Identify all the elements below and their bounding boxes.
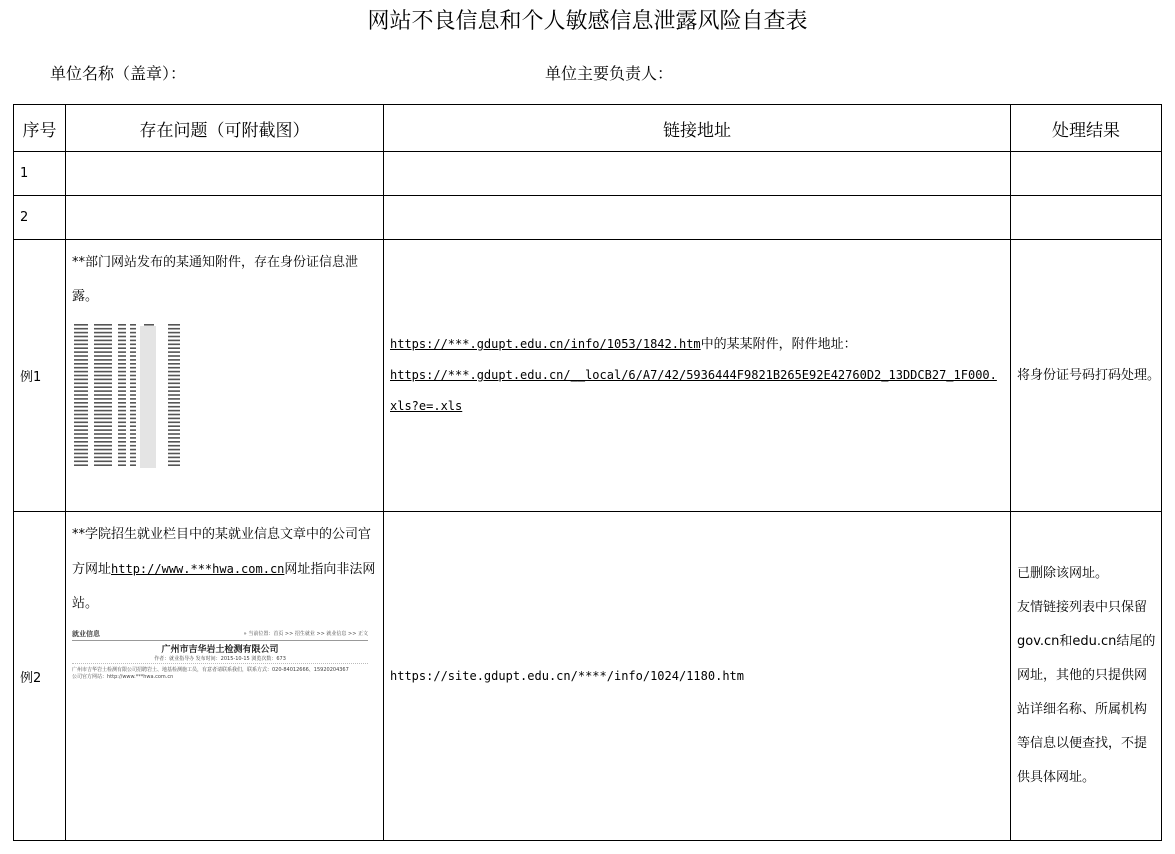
- sheet-cell-mark: [94, 375, 112, 377]
- sheet-cell-mark: [168, 437, 180, 439]
- sheet-cell-mark: [130, 336, 136, 338]
- sheet-cell-mark: [94, 461, 112, 463]
- sheet-cell-mark: [168, 398, 180, 400]
- sheet-cell-mark: [74, 433, 88, 435]
- sheet-cell-mark: [168, 359, 180, 361]
- sheet-cell-mark: [94, 457, 112, 459]
- shot-site: 公司官方网站：http://www.***hwa.com.cn: [72, 674, 174, 680]
- sheet-cell-mark: [130, 379, 136, 381]
- sheet-cell-mark: [118, 418, 126, 420]
- sheet-cell-mark: [168, 464, 180, 466]
- sheet-cell-mark: [74, 437, 88, 439]
- sheet-cell-mark: [94, 383, 112, 385]
- sheet-cell-mark: [118, 433, 126, 435]
- shot-info: 作者：就业指导办 发布时间：2015-10-15 浏览次数：673: [72, 656, 368, 664]
- sheet-cell-mark: [118, 367, 126, 369]
- sheet-cell-mark: [168, 355, 180, 357]
- sheet-cell-mark: [118, 371, 126, 373]
- sheet-cell-mark: [94, 422, 112, 424]
- sheet-cell-mark: [130, 375, 136, 377]
- result-text: 将身份证号码打码处理。: [1017, 367, 1161, 383]
- sheet-cell-mark: [130, 383, 136, 385]
- sheet-cell-mark: [94, 429, 112, 431]
- sheet-cell-mark: [118, 398, 126, 400]
- sheet-cell-mark: [74, 425, 88, 427]
- column-header-link: 链接地址: [384, 105, 1011, 152]
- sheet-cell-mark: [168, 390, 180, 392]
- table-header-row: [14, 105, 1162, 152]
- sheet-cell-mark: [168, 441, 180, 443]
- job-info-screenshot: [72, 631, 368, 681]
- sheet-cell-mark: [130, 453, 136, 455]
- sheet-cell-mark: [74, 394, 88, 396]
- page-title: 网站不良信息和个人敏感信息泄露风险自查表: [367, 9, 808, 34]
- sheet-cell-mark: [74, 359, 88, 361]
- sheet-cell-mark: [118, 449, 126, 451]
- redaction-blur: [140, 326, 156, 468]
- sheet-cell-mark: [118, 437, 126, 439]
- sheet-cell-mark: [130, 437, 136, 439]
- sheet-cell-mark: [74, 453, 88, 455]
- sheet-cell-mark: [168, 351, 180, 353]
- shot-body: 广州市吉华岩土检测有限公司招聘岩土、地基检测施工员，有意者请联系我们，联系方式：020-84012666、15920204367: [72, 667, 349, 673]
- sheet-cell-mark: [118, 406, 126, 408]
- sheet-cell-mark: [94, 394, 112, 396]
- sheet-cell-mark: [74, 441, 88, 443]
- sheet-cell-mark: [74, 375, 88, 377]
- sheet-cell-mark: [130, 347, 136, 349]
- sheet-cell-mark: [74, 457, 88, 459]
- sheet-cell-mark: [74, 422, 88, 424]
- sheet-cell-mark: [130, 351, 136, 353]
- table-row-example-1: [14, 240, 1162, 512]
- sheet-cell-mark: [168, 371, 180, 373]
- result-line: 友情链接列表中只保留: [1017, 600, 1148, 615]
- sheet-cell-mark: [74, 414, 88, 416]
- result-cell: [1011, 152, 1162, 196]
- sheet-cell-mark: [118, 441, 126, 443]
- sheet-cell-mark: [74, 371, 88, 373]
- link-cell: [384, 152, 1011, 196]
- sheet-cell-mark: [130, 457, 136, 459]
- sheet-cell-mark: [130, 433, 136, 435]
- attachment-link[interactable]: https://***.gdupt.edu.cn/__local/6/A7/42/5936444F9821B265E92E42760D2_13DDCB27_1F000.xls?e=.xls: [390, 368, 997, 413]
- result-cell: [1011, 512, 1162, 841]
- sheet-cell-mark: [74, 386, 88, 388]
- column-header-no: 序号: [14, 105, 66, 152]
- sheet-cell-mark: [168, 336, 180, 338]
- sheet-cell-mark: [130, 406, 136, 408]
- sheet-cell-mark: [168, 324, 180, 326]
- sheet-cell-mark: [74, 402, 88, 404]
- link-cell: [384, 196, 1011, 240]
- sheet-cell-mark: [168, 347, 180, 349]
- sheet-cell-mark: [94, 347, 112, 349]
- sheet-cell-mark: [130, 418, 136, 420]
- result-cell: [1011, 196, 1162, 240]
- sheet-cell-mark: [118, 445, 126, 447]
- sheet-cell-mark: [130, 394, 136, 396]
- sheet-cell-mark: [74, 347, 88, 349]
- sheet-cell-mark: [94, 437, 112, 439]
- sheet-cell-mark: [94, 418, 112, 420]
- sheet-cell-mark: [94, 336, 112, 338]
- sheet-cell-mark: [94, 355, 112, 357]
- sheet-cell-mark: [94, 410, 112, 412]
- sheet-cell-mark: [74, 445, 88, 447]
- sheet-cell-mark: [74, 410, 88, 412]
- sheet-cell-mark: [130, 386, 136, 388]
- sheet-cell-mark: [168, 332, 180, 334]
- row-number: 例2: [14, 512, 66, 841]
- sheet-cell-mark: [118, 453, 126, 455]
- sheet-cell-mark: [168, 379, 180, 381]
- problem-cell: [66, 196, 384, 240]
- sheet-cell-mark: [94, 464, 112, 466]
- result-line: 等信息以便查找，不提: [1017, 736, 1148, 751]
- sheet-cell-mark: [94, 332, 112, 334]
- sheet-cell-mark: [74, 324, 88, 326]
- sheet-cell-mark: [130, 414, 136, 416]
- result-line: gov.cn和edu.cn结尾的: [1017, 634, 1156, 649]
- problem-text: **部门网站发布的某通知附件，存在身份证信息泄露。: [72, 255, 359, 304]
- sheet-cell-mark: [168, 414, 180, 416]
- sheet-cell-mark: [118, 324, 126, 326]
- sheet-cell-mark: [94, 402, 112, 404]
- sheet-cell-mark: [74, 383, 88, 385]
- sheet-cell-mark: [168, 344, 180, 346]
- company-url-link[interactable]: http://www.***hwa.com.cn: [111, 562, 285, 576]
- sheet-cell-mark: [94, 340, 112, 342]
- sheet-cell-mark: [118, 332, 126, 334]
- sheet-cell-mark: [130, 441, 136, 443]
- spreadsheet-rows: [74, 324, 180, 466]
- sheet-cell-mark: [130, 461, 136, 463]
- sheet-cell-mark: [74, 464, 88, 466]
- sheet-cell-mark: [94, 371, 112, 373]
- sheet-cell-mark: [94, 433, 112, 435]
- sheet-cell-mark: [118, 402, 126, 404]
- sheet-cell-mark: [94, 344, 112, 346]
- sheet-cell-mark: [168, 328, 180, 330]
- result-line: 站详细名称、所属机构: [1017, 702, 1148, 717]
- problem-cell: [66, 512, 384, 841]
- table-row-example-2: [14, 512, 1162, 841]
- sheet-cell-mark: [94, 379, 112, 381]
- sheet-cell-mark: [168, 457, 180, 459]
- table-row: [14, 196, 1162, 240]
- sheet-cell-mark: [94, 390, 112, 392]
- sheet-cell-mark: [130, 328, 136, 330]
- sheet-cell-mark: [168, 422, 180, 424]
- self-check-table: [13, 104, 1162, 841]
- sheet-cell-mark: [130, 449, 136, 451]
- sheet-cell-mark: [94, 328, 112, 330]
- sheet-cell-mark: [130, 402, 136, 404]
- sheet-cell-mark: [118, 375, 126, 377]
- shot-company: 广州市吉华岩土检测有限公司: [161, 645, 279, 655]
- sheet-cell-mark: [130, 367, 136, 369]
- result-cell: [1011, 240, 1162, 512]
- sheet-cell-mark: [118, 355, 126, 357]
- sheet-cell-mark: [130, 464, 136, 466]
- column-header-result: 处理结果: [1011, 105, 1162, 152]
- sheet-cell-mark: [168, 367, 180, 369]
- sheet-cell-mark: [168, 418, 180, 420]
- sheet-cell-mark: [168, 453, 180, 455]
- sheet-cell-mark: [168, 394, 180, 396]
- sheet-cell-mark: [94, 406, 112, 408]
- sheet-cell-mark: [94, 425, 112, 427]
- sheet-cell-mark: [118, 344, 126, 346]
- sheet-cell-mark: [94, 414, 112, 416]
- sheet-cell-mark: [130, 359, 136, 361]
- sheet-cell-mark: [130, 410, 136, 412]
- link-cell: [384, 240, 1011, 512]
- sheet-cell-mark: [168, 383, 180, 385]
- sheet-cell-mark: [74, 328, 88, 330]
- sheet-cell-mark: [94, 449, 112, 451]
- sheet-cell-mark: [74, 429, 88, 431]
- sheet-cell-mark: [94, 445, 112, 447]
- sheet-cell-mark: [74, 340, 88, 342]
- sheet-cell-mark: [130, 355, 136, 357]
- sheet-cell-mark: [94, 351, 112, 353]
- result-line: 供具体网址。: [1017, 770, 1096, 785]
- result-line: 已删除该网址。: [1017, 566, 1109, 581]
- problem-text: [72, 518, 377, 621]
- sheet-cell-mark: [74, 449, 88, 451]
- sheet-cell-mark: [118, 425, 126, 427]
- sheet-cell-mark: [118, 414, 126, 416]
- shot-header: 就业信息: [72, 630, 100, 638]
- sheet-cell-mark: [130, 344, 136, 346]
- table-row: [14, 152, 1162, 196]
- sheet-cell-mark: [168, 340, 180, 342]
- sheet-cell-mark: [168, 449, 180, 451]
- sheet-cell-mark: [168, 363, 180, 365]
- sheet-cell-mark: [74, 379, 88, 381]
- article-link[interactable]: https://site.gdupt.edu.cn/****/info/1024/1180.htm: [390, 669, 745, 683]
- sheet-cell-mark: [94, 441, 112, 443]
- sheet-cell-mark: [130, 429, 136, 431]
- row-number: 例1: [14, 240, 66, 512]
- sheet-cell-mark: [74, 461, 88, 463]
- link-cell: [384, 512, 1011, 841]
- sheet-cell-mark: [74, 398, 88, 400]
- row-number: 2: [14, 196, 66, 240]
- sheet-cell-mark: [118, 383, 126, 385]
- sheet-cell-mark: [118, 422, 126, 424]
- row-number: 1: [14, 152, 66, 196]
- problem-cell: [66, 152, 384, 196]
- sheet-cell-mark: [118, 379, 126, 381]
- sheet-cell-mark: [168, 406, 180, 408]
- sheet-cell-mark: [94, 453, 112, 455]
- sheet-cell-mark: [94, 367, 112, 369]
- sheet-cell-mark: [130, 340, 136, 342]
- sheet-cell-mark: [118, 336, 126, 338]
- sheet-cell-mark: [118, 363, 126, 365]
- sheet-cell-mark: [168, 375, 180, 377]
- result-line: 网址，其他的只提供网: [1017, 668, 1148, 683]
- sheet-cell-mark: [94, 359, 112, 361]
- shot-breadcrumb: » 当前位置：首页 >> 招生就业 >> 就业信息 >> 正文: [243, 631, 368, 637]
- sheet-cell-mark: [130, 332, 136, 334]
- sheet-cell-mark: [130, 363, 136, 365]
- sheet-cell-mark: [74, 406, 88, 408]
- sheet-cell-mark: [118, 429, 126, 431]
- sheet-cell-mark: [130, 371, 136, 373]
- sheet-cell-mark: [94, 324, 112, 326]
- sheet-cell-mark: [94, 398, 112, 400]
- sheet-cell-mark: [118, 359, 126, 361]
- sheet-cell-mark: [144, 324, 154, 326]
- sheet-cell-mark: [130, 324, 136, 326]
- sheet-cell-mark: [118, 461, 126, 463]
- id-spreadsheet-screenshot: [72, 320, 190, 472]
- sheet-cell-mark: [168, 425, 180, 427]
- sheet-cell-mark: [74, 418, 88, 420]
- sheet-cell-mark: [118, 386, 126, 388]
- sheet-cell-mark: [118, 410, 126, 412]
- sheet-cell-mark: [118, 347, 126, 349]
- column-header-problem: 存在问题（可附截图）: [66, 105, 384, 152]
- leader-label: 单位主要负责人：: [545, 64, 674, 83]
- sheet-cell-mark: [94, 386, 112, 388]
- sheet-cell-mark: [130, 445, 136, 447]
- sheet-cell-mark: [74, 363, 88, 365]
- sheet-cell-mark: [118, 457, 126, 459]
- link-middle-text: 中的某某附件，附件地址：: [700, 337, 857, 352]
- sheet-cell-mark: [118, 464, 126, 466]
- sheet-cell-mark: [130, 390, 136, 392]
- sheet-cell-mark: [118, 351, 126, 353]
- problem-text-after: 网址指向非法网站。: [72, 562, 376, 611]
- sheet-cell-mark: [130, 422, 136, 424]
- sheet-cell-mark: [74, 336, 88, 338]
- link-text: [390, 329, 1004, 422]
- problem-text-before: **学院招生就业栏目中的某就业信息文章中的公司官方网址: [72, 527, 372, 577]
- sheet-cell-mark: [168, 386, 180, 388]
- notice-link[interactable]: https://***.gdupt.edu.cn/info/1053/1842.htm: [390, 337, 701, 351]
- sheet-cell-mark: [118, 340, 126, 342]
- sheet-cell-mark: [168, 429, 180, 431]
- sheet-cell-mark: [168, 410, 180, 412]
- sheet-cell-mark: [118, 390, 126, 392]
- unit-name-label: 单位名称（盖章）：: [50, 64, 187, 83]
- sheet-cell-mark: [74, 344, 88, 346]
- sheet-cell-mark: [130, 425, 136, 427]
- sheet-cell-mark: [74, 367, 88, 369]
- sheet-cell-mark: [118, 328, 126, 330]
- sheet-cell-mark: [130, 398, 136, 400]
- sheet-cell-mark: [74, 332, 88, 334]
- sheet-cell-mark: [168, 445, 180, 447]
- sheet-cell-mark: [94, 363, 112, 365]
- sheet-cell-mark: [168, 402, 180, 404]
- sheet-cell-mark: [118, 394, 126, 396]
- sheet-cell-mark: [74, 390, 88, 392]
- sheet-cell-mark: [74, 355, 88, 357]
- sheet-cell-mark: [74, 351, 88, 353]
- sheet-cell-mark: [168, 461, 180, 463]
- sheet-cell-mark: [168, 433, 180, 435]
- problem-cell: [66, 240, 384, 512]
- shot-header-bar: [72, 631, 368, 641]
